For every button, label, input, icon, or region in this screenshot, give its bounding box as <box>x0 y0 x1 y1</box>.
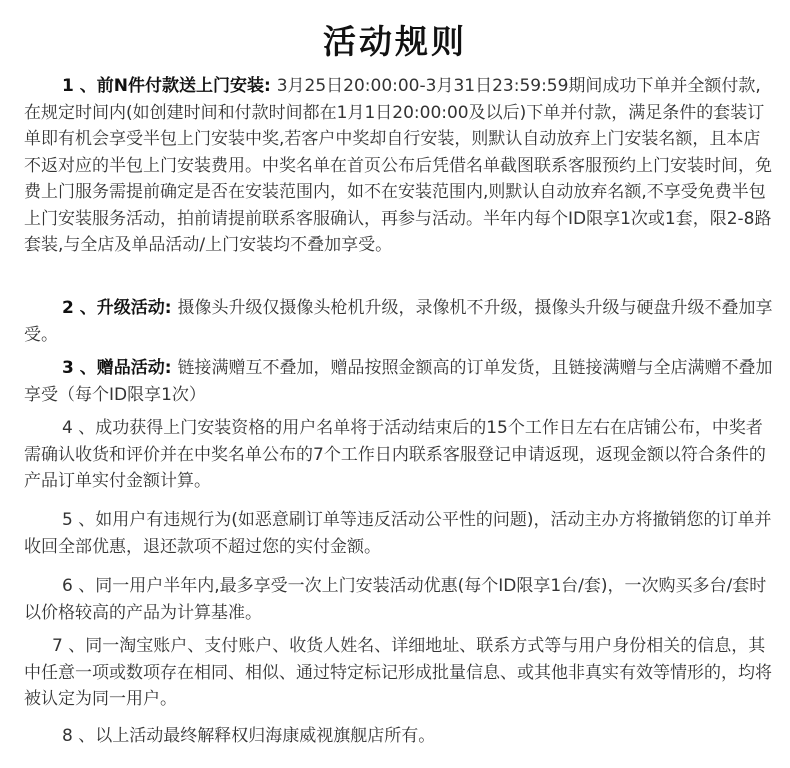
page-title: 活动规则 <box>323 22 467 61</box>
rule-3-text: 链接满赠互不叠加，赠品按照金额高的订单发货，且链接满赠与全店满赠不叠加享受（每个ID限享1次） <box>24 358 773 405</box>
rule-2 <box>24 295 774 348</box>
rule-3-lead: 3 、赠品活动: <box>62 358 178 378</box>
rule-8-text: 8 、以上活动最终解释权归海康威视旗舰店所有。 <box>62 726 436 746</box>
rule-1-lead: 1 、前N件付款送上门安装: <box>62 76 277 96</box>
rule-6 <box>24 573 774 626</box>
rule-7 <box>24 633 774 713</box>
rule-3 <box>24 355 774 408</box>
rule-5-text: 5 、如用户有违规行为(如恶意刷订单等违反活动公平性的问题)，活动主办方将撤销您的订单并收回全部优惠，退还款项不超过您的实付金额。 <box>24 510 772 557</box>
rule-8 <box>24 723 774 750</box>
rule-1 <box>24 73 774 259</box>
rule-2-lead: 2 、升级活动: <box>62 298 178 318</box>
rule-4-text: 4 、成功获得上门安装资格的用户名单将于活动结束后的15个工作日左右在店铺公布，中奖者需确认收货和评价并在中奖名单公布的7个工作日内联系客服登记申请返现，返现金额以符合条件的产品订单实付金额计算。 <box>24 418 766 491</box>
rule-6-text: 6 、同一用户半年内,最多享受一次上门安装活动优惠(每个ID限享1台/套)，一次购买多台/套时以价格较高的产品为计算基准。 <box>24 576 767 623</box>
rule-5 <box>24 507 774 560</box>
rule-4 <box>24 415 774 495</box>
rule-1-text: 3月25日20:00:00-3月31日23:59:59期间成功下单并全额付款,在规定时间内(如创建时间和付款时间都在1月1日20:00:00及以后)下单并付款，满足条件的套装订单即有机会享受半包上门安装中奖,若客户中奖却自行安装，则默认自动放弃上门安装名额，且本店不返对应的半包上门安装费用。中奖名单在首页公布后凭借名单截图联系客服预约上门安装时间，免费上门服务需提前确定是否在安装范围内，如不在安装范围内,则默认自动放弃名额,不享受免费半包上门安装服务活动，拍前请提前联系客服确认，再参与活动。半年内每个ID限享1次或1套，限2-8路套装,与全店及单品活动/上门安装均不叠加享受。 <box>24 76 772 255</box>
rule-2-text: 摄像头升级仅摄像头枪机升级，录像机不升级，摄像头升级与硬盘升级不叠加享受。 <box>24 298 773 345</box>
rule-7-text: 7 、同一淘宝账户、支付账户、收货人姓名、详细地址、联系方式等与用户身份相关的信息，其中任意一项或数项存在相同、相似、通过特定标记形成批量信息、或其他非真实有效等情形的，均将被认定为同一用户。 <box>24 636 772 709</box>
